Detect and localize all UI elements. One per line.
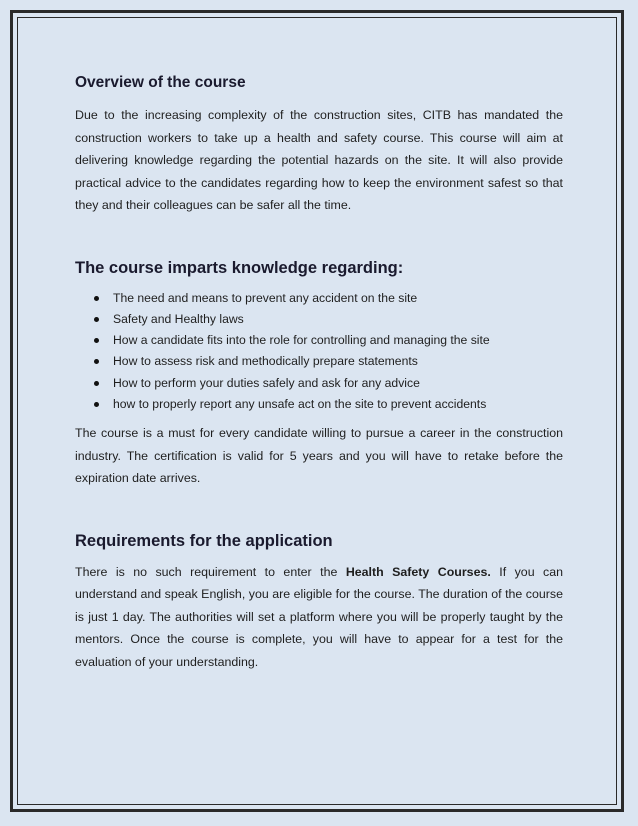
requirements-paragraph xyxy=(75,561,563,674)
list-item-text: How a candidate fits into the role for controlling and managing the site xyxy=(113,333,490,348)
list-item xyxy=(94,351,563,372)
list-item-text: how to properly report any unsafe act on the site to prevent accidents xyxy=(113,396,487,411)
bullet-icon xyxy=(94,296,99,301)
list-item-text: The need and means to prevent any accident on the site xyxy=(113,290,418,305)
bullet-icon xyxy=(94,381,99,386)
list-item xyxy=(94,330,563,351)
document-content xyxy=(75,74,563,673)
bullet-icon xyxy=(94,317,99,322)
requirements-text-before: There is no such requirement to enter the xyxy=(75,564,346,579)
bullet-icon xyxy=(94,402,99,407)
imparts-heading: The course imparts knowledge regarding: xyxy=(75,258,404,277)
requirements-bold-course-name: Health Safety Courses. xyxy=(345,564,491,579)
list-item-text: Safety and Healthy laws xyxy=(113,311,244,326)
list-item xyxy=(94,288,563,309)
list-item xyxy=(94,394,563,415)
bullet-icon xyxy=(94,338,99,343)
list-item xyxy=(94,373,563,394)
requirements-text-after: If you can understand and speak English, you are eligible for the course. The duration of the course is just 1 day. The authorities will set a platform where you will be properly taught by the mentors. Once the course is complete, you will have to appear for a test for the evaluation of your understanding. xyxy=(75,564,564,669)
list-item xyxy=(94,309,563,330)
imparts-list xyxy=(75,288,563,416)
imparts-closing-paragraph: The course is a must for every candidate willing to pursue a career in the construction industry. The certification is valid for 5 years and you will have to retake before the expiration date arrives. xyxy=(75,426,563,486)
list-item-text: How to perform your duties safely and ask for any advice xyxy=(113,375,420,390)
overview-paragraph: Due to the increasing complexity of the construction sites, CITB has mandated the construction workers to take up a health and safety course. This course will aim at delivering knowledge regarding the potential hazards on the site. It will also provide practical advice to the candidates regarding how to keep the environment safest so that they and their colleagues can be safer all the time. xyxy=(75,108,563,212)
list-item-text: How to assess risk and methodically prepare statements xyxy=(113,354,418,369)
overview-heading: Overview of the course xyxy=(75,74,246,91)
requirements-heading: Requirements for the application xyxy=(75,531,333,550)
bullet-icon xyxy=(94,359,99,364)
